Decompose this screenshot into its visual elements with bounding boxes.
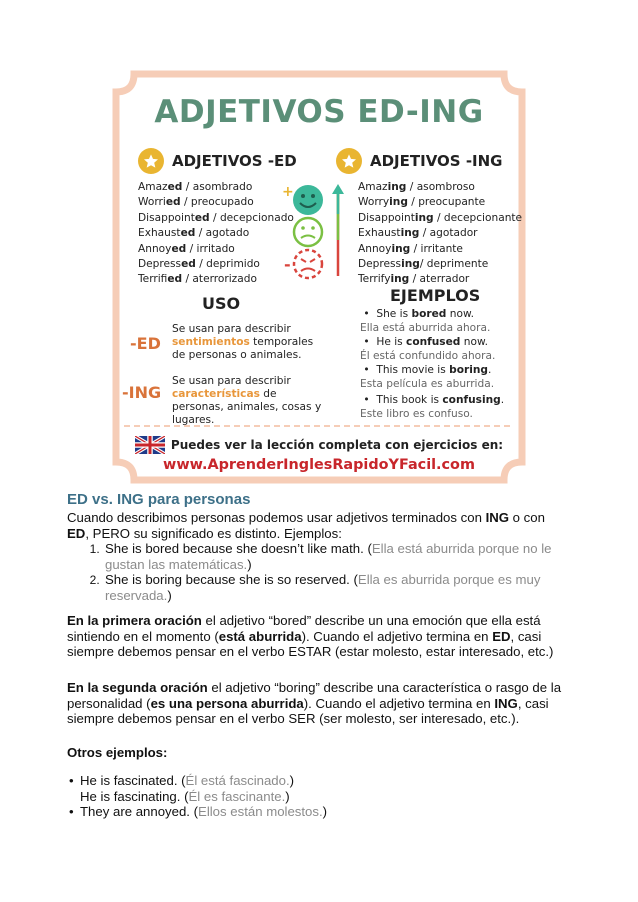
ing-column-title: ADJETIVOS -ING <box>370 152 503 170</box>
star-icon <box>138 148 164 174</box>
word-item: Depressing/ deprimente <box>358 258 489 271</box>
ejemplo-item: • He is confused now. Él está confundido ahora. <box>360 336 496 362</box>
ejemplos-heading: EJEMPLOS <box>390 286 481 305</box>
mood-faces-icon <box>278 180 358 280</box>
infographic <box>110 68 528 486</box>
word-item: Exhausted / agotado <box>138 227 250 240</box>
otros-list <box>67 773 573 820</box>
paragraph-second-sentence: En la segunda oración el adjetivo “boring” describe una característica o rasgo de la personalidad (es una persona aburrida). Cuando el adjetivo termina en ING, casi siempre debemos pensar en el verbo SER (ser molesto, ser interesado, etc.). <box>67 680 562 727</box>
ed-column-title: ADJETIVOS -ED <box>172 152 297 170</box>
ejemplo-item: • This movie is boring. Esta película es aburrida. <box>360 364 495 390</box>
list-item: 1. She is bored because she doesn’t like math. (Ella está aburrida porque no le gustan las matemáticas.) <box>103 541 573 572</box>
infographic-title: ADJETIVOS ED-ING <box>154 94 484 130</box>
ed-column-header <box>138 146 297 176</box>
banner-text: Puedes ver la lección completa con ejercicios en: <box>170 438 504 452</box>
uso-ed-tag: -ED <box>130 334 161 353</box>
promo-banner <box>110 436 528 473</box>
section-heading: ED vs. ING para personas <box>67 491 251 508</box>
word-item: Annoying / irritante <box>358 242 463 255</box>
examples-list <box>67 541 573 603</box>
uso-ing-text: Se usan para describir características de personas, animales, cosas y lugares. <box>172 375 322 426</box>
word-item: Amazing / asombroso <box>358 181 475 193</box>
svg-text:-: - <box>284 255 291 274</box>
word-item: Worrying / preocupante <box>358 196 486 209</box>
ejemplo-item: • This book is confusing. Este libro es confuso. <box>360 394 505 420</box>
word-item: Disappointing / decepcionante <box>358 211 523 224</box>
word-item: Annoyed / irritado <box>138 242 235 255</box>
otros-heading: Otros ejemplos: <box>67 745 168 760</box>
star-icon <box>336 148 362 174</box>
ejemplo-item: • She is bored now. Ella está aburrida ahora. <box>360 308 491 334</box>
list-item: • He is fascinated. (Él está fascinado.) He is fascinating. (Él es fascinante.) <box>69 773 295 804</box>
website-url: www.AprenderInglesRapidoYFacil.com <box>163 457 475 473</box>
ed-word-list <box>138 180 294 288</box>
word-item: Terrified / aterrorizado <box>138 273 257 286</box>
word-item: Disappointed / decepcionado <box>138 211 294 224</box>
list-item: 2. She is boring because she is so reserved. (Ella es aburrida porque es muy reservada.) <box>103 572 573 603</box>
intro-paragraph: Cuando describimos personas podemos usar adjetivos terminados con ING o con ED, PERO su significado es distinto. Ejemplos: <box>67 510 545 541</box>
word-item: Depressed / deprimido <box>138 258 260 271</box>
word-item: Amazed / asombrado <box>138 181 253 193</box>
uso-ed-text: Se usan para describir sentimientos temporales de personas o animales. <box>172 323 314 361</box>
word-item: Exhausting / agotador <box>358 227 478 240</box>
uso-ing-tag: -ING <box>122 383 162 402</box>
list-item: • They are annoyed. (Ellos están molestos.) <box>69 804 328 820</box>
svg-text:+: + <box>282 184 294 200</box>
ing-word-list <box>358 180 522 288</box>
uk-flag-icon <box>135 436 165 454</box>
uso-heading: USO <box>202 294 241 313</box>
word-item: Terrifying / aterrador <box>358 273 470 286</box>
ing-column-header <box>336 146 503 176</box>
word-item: Worried / preocupado <box>138 196 254 209</box>
paragraph-first-sentence: En la primera oración el adjetivo “bored” describe un una emoción que ella está sintiendo en el momento (está aburrida). Cuando el adjetivo termina en ED, casi siempre debemos pensar en el verbo ESTAR (estar molesto, estar interesado, etc.) <box>67 613 554 660</box>
